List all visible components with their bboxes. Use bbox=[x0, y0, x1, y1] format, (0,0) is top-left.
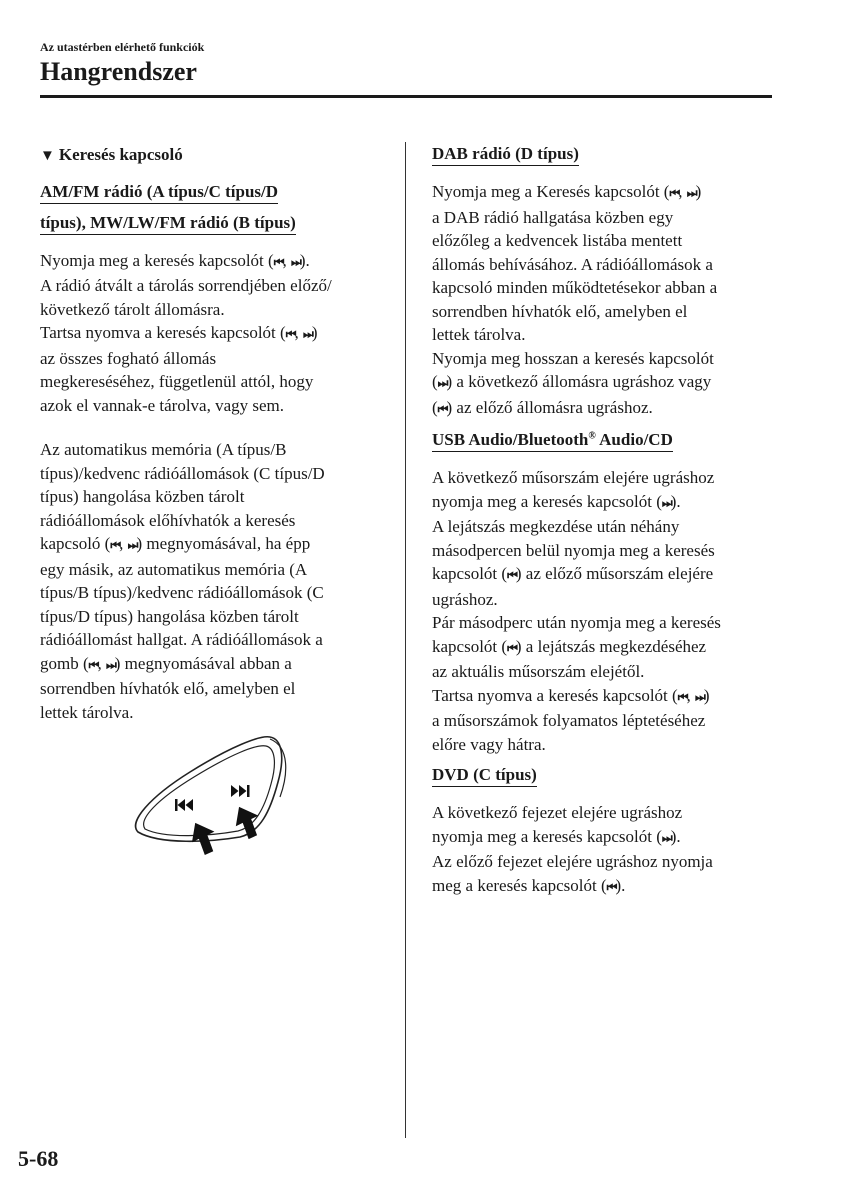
column-divider bbox=[405, 142, 406, 1138]
header-subtitle: Az utastérben elérhető funkciók bbox=[40, 40, 205, 54]
next-track-icon: ⏭ bbox=[686, 186, 696, 200]
prev-track-icon: ⏮ bbox=[606, 879, 616, 894]
arrow-icon bbox=[190, 821, 217, 856]
usb-heading: USB Audio/Bluetooth® Audio/CD bbox=[432, 428, 777, 459]
next-track-icon: ⏭ bbox=[695, 689, 704, 704]
prev-track-icon: ⏮ bbox=[88, 657, 98, 672]
next-track-icon: ⏭ bbox=[661, 830, 671, 845]
dab-heading: DAB rádió (D típus) bbox=[432, 142, 777, 173]
section-title: ▼ Keresés kapcsoló bbox=[40, 145, 183, 164]
prev-button-symbol bbox=[175, 799, 193, 811]
prev-track-icon: ⏮ bbox=[669, 186, 679, 200]
section-marker-icon: ▼ bbox=[40, 148, 55, 164]
next-track-icon: ⏭ bbox=[661, 495, 671, 510]
prev-track-icon: ⏮ bbox=[677, 689, 687, 704]
prev-track-icon: ⏮ bbox=[507, 640, 516, 655]
prev-track-icon: ⏮ bbox=[110, 538, 120, 552]
seek-switch-illustration bbox=[120, 727, 310, 867]
left-column bbox=[40, 143, 392, 724]
dvd-heading: DVD (C típus) bbox=[432, 763, 777, 794]
right-column bbox=[432, 142, 777, 899]
page-title: Hangrendszer bbox=[40, 57, 197, 86]
am-fm-heading: AM/FM rádió (A típus/C típus/D típus), MW/LW/FM rádió (B típus) bbox=[40, 180, 392, 242]
prev-track-icon: ⏮ bbox=[273, 254, 283, 269]
paragraph: Az automatikus memória (A típus/B típus)/kedvenc rádióállomások (C típus/D típus) hangolása közben tárolt rádióállomások előhívhatók a keresés kapcsoló (⏮, ⏭) megnyomásával, ha épp egy másik, az automatikus memória (A típus/B típus)/kedvenc rádióállomások (C típus/D típus) hangolása közben tárolt rádióállomást hallgat. A rádióállomások a gomb (⏮, ⏭) megnyomásával abban a sorrendben hívhatók elő, amelyben el lettek tárolva. bbox=[40, 440, 325, 722]
paragraph: A következő fejezet elejére ugráshoz nyomja meg a keresés kapcsolót (⏭). Az előző fejezet elejére ugráshoz nyomja meg a keresés kapcsolót (⏮). bbox=[432, 803, 713, 895]
next-track-icon: ⏭ bbox=[437, 376, 447, 390]
page-number: 5-68 bbox=[18, 1146, 59, 1171]
next-track-icon: ⏭ bbox=[303, 327, 312, 341]
prev-track-icon: ⏮ bbox=[285, 327, 295, 341]
next-button-symbol bbox=[231, 785, 250, 797]
next-track-icon: ⏭ bbox=[105, 657, 115, 672]
next-track-icon: ⏭ bbox=[291, 254, 300, 269]
paragraph: Nyomja meg a Keresés kapcsolót (⏮, ⏭) a DAB rádió hallgatása közben egy előzőleg a kedvencek listába mentett állomás behívásához. A rádióállomások a kapcsoló minden működtetésekor abban a sorrendben hívhatók elő, amelyben el lettek tárolva. Nyomja meg hosszan a keresés kapcsolót (⏭) a következő állomásra ugráshoz vagy (⏮) az előző állomásra ugráshoz. bbox=[432, 182, 718, 417]
header-rule bbox=[40, 95, 772, 98]
paragraph: A következő műsorszám elejére ugráshoz nyomja meg a keresés kapcsolót (⏭). A lejátszás megkezdése után néhány másodpercen belül nyomja meg a keresés kapcsolót (⏮) az előző műsorszám elejére ugráshoz. Pár másodperc után nyomja meg a keresés kapcsolót (⏮) a lejátszás megkezdéséhez az aktuális műsorszám elejétől. Tartsa nyomva a keresés kapcsolót (⏮, ⏭) a műsorszámok folyamatos léptetéséhez előre vagy hátra. bbox=[432, 468, 721, 754]
prev-track-icon: ⏮ bbox=[507, 568, 516, 582]
next-track-icon: ⏭ bbox=[127, 538, 137, 552]
arrow-icon bbox=[234, 805, 261, 840]
prev-track-icon: ⏮ bbox=[437, 401, 447, 416]
paragraph: Nyomja meg a keresés kapcsolót (⏮, ⏭). A rádió átvált a tárolás sorrendjében előző/ következő tárolt állomásra. Tartsa nyomva a keresés kapcsolót (⏮, ⏭) az összes fogható állomás megkereséséhez, függetlenül attól, hogy azok el vannak-e tárolva, vagy sem. bbox=[40, 250, 332, 415]
